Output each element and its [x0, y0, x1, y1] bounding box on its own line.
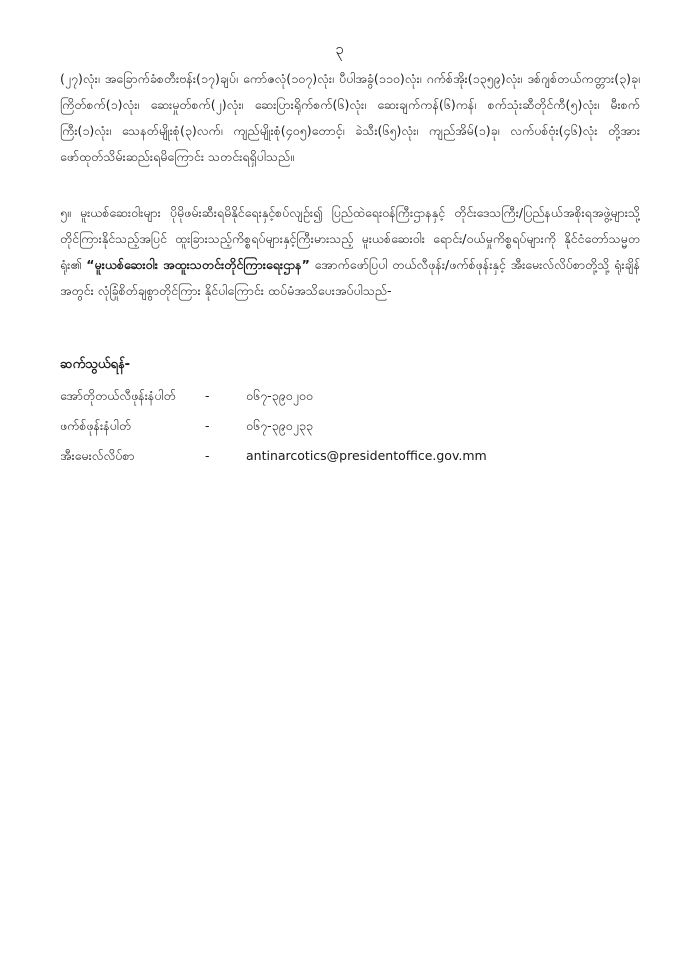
contact-label: အော်တိုတယ်လီဖုန်းနံပါတ်	[60, 388, 176, 403]
contact-label: ဖက်စ်ဖုန်းနံပါတ်	[60, 418, 132, 433]
contact-dash: -	[205, 418, 210, 433]
contact-label: အီးမေးလ်လိပ်စာ	[60, 448, 135, 463]
contact-value-email[interactable]: antinarcotics@presidentoffice.gov.mm	[246, 448, 487, 463]
contact-value-phone: ၀၆၇-၃၉၀၂၀၀	[246, 388, 313, 403]
paragraph-text-after: အောက်ဖော်ပြပါ တယ်လီဖုန်း/ဖက်စ်ဖုန်းနှင့် အီးမေးလ်လိပ်စာတို့သို့ ရုံးချိန်အတွင်း လုံခြုံစိတ်ချစွာတိုင်ကြား နိုင်ပါကြောင်း ထပ်မံအသိပေးအပ်ပါသည်-	[60, 257, 640, 298]
paragraph-text-before: ၅။ မူးယစ်ဆေးဝါးများ ပိုမိုဖမ်းဆီးရမိနိုင်ရေးနှင့်စပ်လျဉ်း၍ ပြည်ထဲရေးဝန်ကြီးဌာနနှင့် တိုင်းဒေသကြီး/ပြည်နယ်အစိုးရအဖွဲ့များသို့ တိုင်ကြားနိုင်သည့်အပြင် ထူးခြားသည့်ကိစ္စရပ်များနှင့်ကြီးမားသည့် မူးယစ်ဆေးဝါး ရောင်း/ဝယ်မှုကိစ္စရပ်များကို နိုင်ငံတော်သမ္မတရုံး၏	[60, 205, 640, 272]
paragraph-seized-items: (၂၇)လုံး၊ အခြောက်ခံစတီးဗန်း(၁၇)ချပ်၊ ကော်ဇလုံ(၁၀၇)လုံး၊ ပီပါအခွံ(၁၁၀)လုံး၊ ဂက်စ်အိုး(၁၃၅၉)လုံး၊ ဒစ်ဂျစ်တယ်ကတ္တား(၃)ခု၊ ကြိတ်စက်(၁)လုံး၊ ဆေးမှုတ်စက်(၂)လုံး၊ ဆေးပြားရိုက်စက်(၆)လုံး၊ ဆေးချက်ကန်(၆)ကန်၊ စက်သုံးဆီတိုင်ကီ(၅)လုံး၊ မီးစက်ကြီး(၁)လုံး၊ သေနတ်မျိုးစုံ(၃)လက်၊ ကျည်မျိုးစုံ(၄၀၅)တောင့်၊ ခဲသီး(၆၅)လုံး၊ ကျည်အိမ်(၁)ခု၊ လက်ပစ်ဗုံး(၄၆)လုံး တို့အား ဖော်ထုတ်သိမ်းဆည်းရမိကြောင်း သတင်းရရှိပါသည်။	[60, 71, 640, 164]
contact-row-phone	[60, 383, 640, 409]
department-name-bold: “မူးယစ်ဆေးဝါး အထူးသတင်းတိုင်ကြားရေးဌာန”	[86, 257, 310, 272]
contact-dash: -	[205, 448, 210, 463]
contact-value-fax: ၀၆၇-၃၉၀၂၃၃	[246, 418, 313, 433]
contact-row-email	[60, 443, 640, 469]
contact-row-fax	[60, 413, 640, 439]
contact-dash: -	[205, 388, 210, 403]
contact-heading: ဆက်သွယ်ရန်-	[60, 357, 131, 372]
page-number: ၃	[335, 40, 344, 58]
paragraph-reporting-notice	[60, 200, 640, 304]
